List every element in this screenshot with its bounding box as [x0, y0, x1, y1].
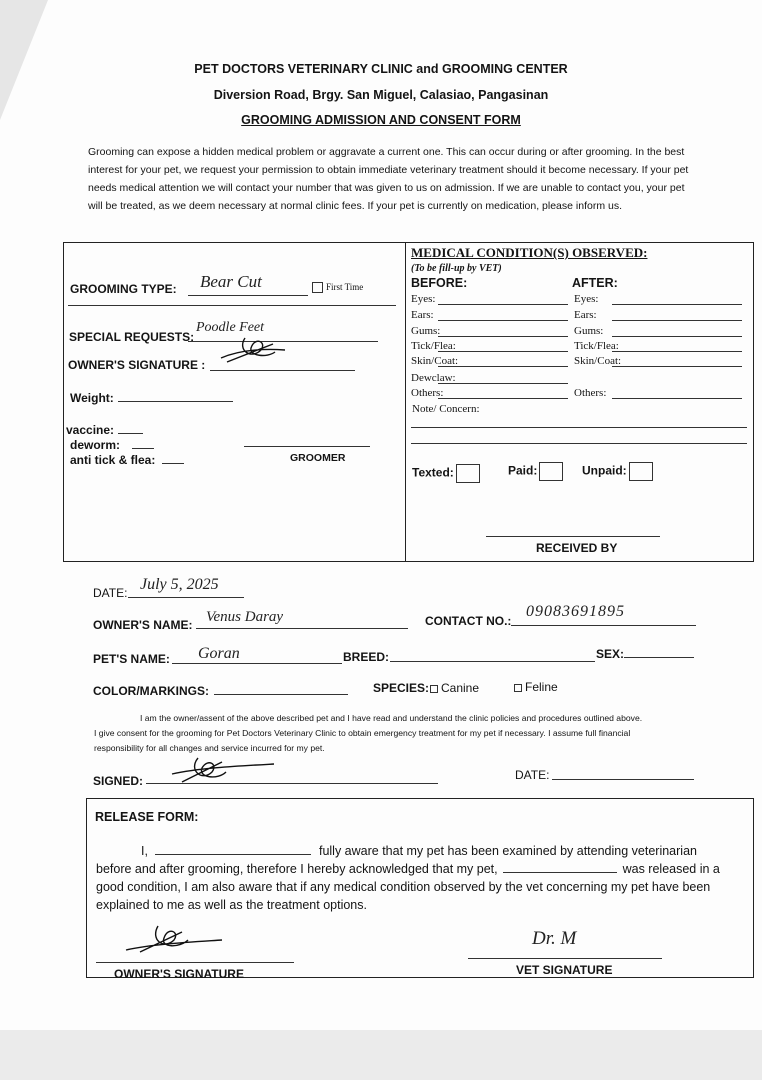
- special-requests-value[interactable]: Poodle Feet: [196, 320, 265, 335]
- signed-date-label: DATE:: [515, 768, 550, 782]
- pet-name-label: PET'S NAME:: [93, 652, 170, 666]
- deworm-line: [132, 448, 154, 449]
- weight-label: Weight:: [70, 391, 114, 405]
- received-by-label: RECEIVED BY: [536, 541, 618, 555]
- after-item-line[interactable]: [612, 320, 742, 321]
- before-item: Dewclaw:: [411, 372, 456, 384]
- vet-signature-label: VET SIGNATURE: [516, 963, 613, 977]
- vet-signature-value: Dr. M: [532, 928, 577, 949]
- groomer-line: [244, 446, 370, 447]
- anti-tick-line: [162, 463, 184, 464]
- before-item-line[interactable]: [438, 366, 568, 367]
- vaccine-line: [118, 433, 143, 434]
- date-value[interactable]: July 5, 2025: [140, 576, 219, 593]
- contact-line: [511, 625, 696, 626]
- release-owner-signature-label: OWNER'S SIGNATURE: [114, 967, 244, 981]
- grooming-type-value[interactable]: Bear Cut: [200, 272, 262, 291]
- first-time-option[interactable]: First Time: [312, 282, 363, 293]
- before-item: Eyes:: [411, 293, 436, 305]
- consent-line-3: responsibility for all changes and service incurred for my pet.: [94, 743, 325, 753]
- release-pet-blank[interactable]: [503, 861, 617, 873]
- signed-label: SIGNED:: [93, 774, 144, 788]
- before-item: Gums:: [411, 325, 441, 337]
- note-line-1: [411, 427, 747, 428]
- consent-line-1: I am the owner/assent of the above described pet and I have read and understand the clinic policies and procedures outlined above.: [140, 713, 643, 723]
- before-item-line[interactable]: [438, 398, 568, 399]
- after-item: Others:: [574, 387, 607, 399]
- groomer-label: GROOMER: [290, 452, 346, 464]
- consent-line-2: I give consent for the grooming for Pet Doctors Veterinary Clinic to obtain emergency treatment for my pet if necessary. I assume full financial: [94, 728, 631, 738]
- before-item-line[interactable]: [438, 383, 568, 384]
- release-line-2: before and after grooming, therefore I hereby acknowledged that my pet, was released in a: [96, 862, 720, 876]
- sex-label: SEX:: [596, 647, 625, 661]
- feline-option[interactable]: Feline: [514, 680, 558, 694]
- before-item-line[interactable]: [438, 320, 568, 321]
- color-markings-label: COLOR/MARKINGS:: [93, 684, 209, 698]
- grooming-type-extra-line: [68, 305, 396, 306]
- release-name-blank[interactable]: [155, 843, 311, 855]
- intro-paragraph: Grooming can expose a hidden medical problem or aggravate a current one. This can occur during or after grooming. In the best interest for your pet, we request your permission to obtain immediate veterinary treatment should it become necessary. If your pet needs medical attention we will contact your number that was given to us on admission. If we are unable to contact you, your pet will be treated, as we deem necessary at normal clinic fees. If your pet is currently on medication, please inform us.: [88, 146, 689, 212]
- before-item-line[interactable]: [438, 336, 568, 337]
- special-requests-label: SPECIAL REQUESTS:: [69, 330, 195, 344]
- owner-signature-line: [210, 370, 355, 371]
- weight-line: [118, 401, 233, 402]
- clinic-address: Diversion Road, Brgy. San Miguel, Calasiao, Pangasinan: [213, 88, 549, 102]
- color-markings-line: [214, 694, 348, 695]
- medical-title: MEDICAL CONDITION(S) OBSERVED:: [411, 245, 648, 260]
- owner-name-value[interactable]: Venus Daray: [206, 609, 284, 625]
- canine-checkbox[interactable]: [430, 685, 438, 693]
- after-item: Ears:: [574, 309, 597, 321]
- clinic-name: PET DOCTORS VETERINARY CLINIC and GROOMING CENTER: [194, 62, 568, 76]
- breed-line: [390, 661, 595, 662]
- anti-tick-label: anti tick & flea:: [70, 453, 156, 467]
- pet-name-line: [172, 663, 342, 664]
- signed-signature-scribble: [168, 752, 278, 788]
- after-label: AFTER:: [572, 276, 618, 290]
- after-item-line[interactable]: [612, 304, 742, 305]
- before-item: Others:: [411, 387, 444, 399]
- unpaid-checkbox[interactable]: [629, 462, 653, 481]
- paid-checkbox[interactable]: [539, 462, 563, 481]
- vaccine-label: vaccine:: [66, 423, 115, 437]
- paid-option[interactable]: Paid:: [508, 462, 563, 481]
- feline-checkbox[interactable]: [514, 684, 522, 692]
- after-item-line[interactable]: [612, 351, 742, 352]
- grooming-type-label: GROOMING TYPE:: [70, 282, 177, 296]
- owner-signature-label: OWNER'S SIGNATURE :: [68, 358, 206, 372]
- owner-name-label: OWNER'S NAME:: [93, 618, 193, 632]
- owner-signature-scribble: [215, 330, 295, 368]
- owner-name-line: [196, 628, 408, 629]
- release-line-4: explained to me as well as the treatment options.: [96, 898, 367, 912]
- after-item: Gums:: [574, 325, 604, 337]
- received-by-line: [486, 536, 660, 537]
- release-owner-signature-line: [96, 962, 294, 963]
- release-form-title: RELEASE FORM:: [95, 810, 199, 824]
- scan-bottom-shadow: [0, 1030, 762, 1080]
- before-item: Tick/Flea:: [411, 340, 456, 352]
- after-item: Tick/Flea:: [574, 340, 619, 352]
- first-time-checkbox[interactable]: [312, 282, 323, 293]
- unpaid-option[interactable]: Unpaid:: [582, 462, 653, 481]
- sex-line: [624, 657, 694, 658]
- after-item: Eyes:: [574, 293, 599, 305]
- canine-option[interactable]: Canine: [430, 681, 479, 695]
- after-item-line[interactable]: [612, 336, 742, 337]
- after-item-line[interactable]: [612, 398, 742, 399]
- after-item: Skin/Coat:: [574, 355, 622, 367]
- before-item: Skin/Coat:: [411, 355, 459, 367]
- note-concern-label: Note/ Concern:: [412, 403, 480, 415]
- texted-option[interactable]: Texted:: [412, 464, 480, 483]
- medical-note: (To be fill-up by VET): [411, 263, 502, 274]
- release-owner-signature-scribble: [122, 918, 232, 958]
- contact-value[interactable]: 09083691895: [526, 603, 625, 620]
- before-item-line[interactable]: [438, 304, 568, 305]
- before-item-line[interactable]: [438, 351, 568, 352]
- deworm-label: deworm:: [70, 438, 121, 452]
- contact-label: CONTACT NO.:: [425, 614, 512, 628]
- form-title: GROOMING ADMISSION AND CONSENT FORM: [241, 113, 521, 127]
- species-label: SPECIES:: [373, 681, 430, 695]
- vet-signature-line: [468, 958, 662, 959]
- before-item: Ears:: [411, 309, 434, 321]
- release-line-3: good condition, I am also aware that if any medical condition observed by the vet concerning my pet have been: [96, 880, 711, 894]
- date-line: [128, 597, 244, 598]
- signed-date-line: [552, 779, 694, 780]
- grooming-type-line: [188, 295, 308, 296]
- release-line-1: I, fully aware that my pet has been examined by attending veterinarian: [141, 844, 697, 858]
- before-label: BEFORE:: [411, 276, 468, 290]
- breed-label: BREED:: [343, 650, 390, 664]
- texted-checkbox[interactable]: [456, 464, 480, 483]
- scan-corner-shadow: [0, 0, 60, 130]
- pet-name-value[interactable]: Goran: [198, 645, 240, 662]
- note-line-2: [411, 443, 747, 444]
- date-label: DATE:: [93, 586, 128, 600]
- after-item-line[interactable]: [612, 366, 742, 367]
- box-divider: [405, 242, 406, 562]
